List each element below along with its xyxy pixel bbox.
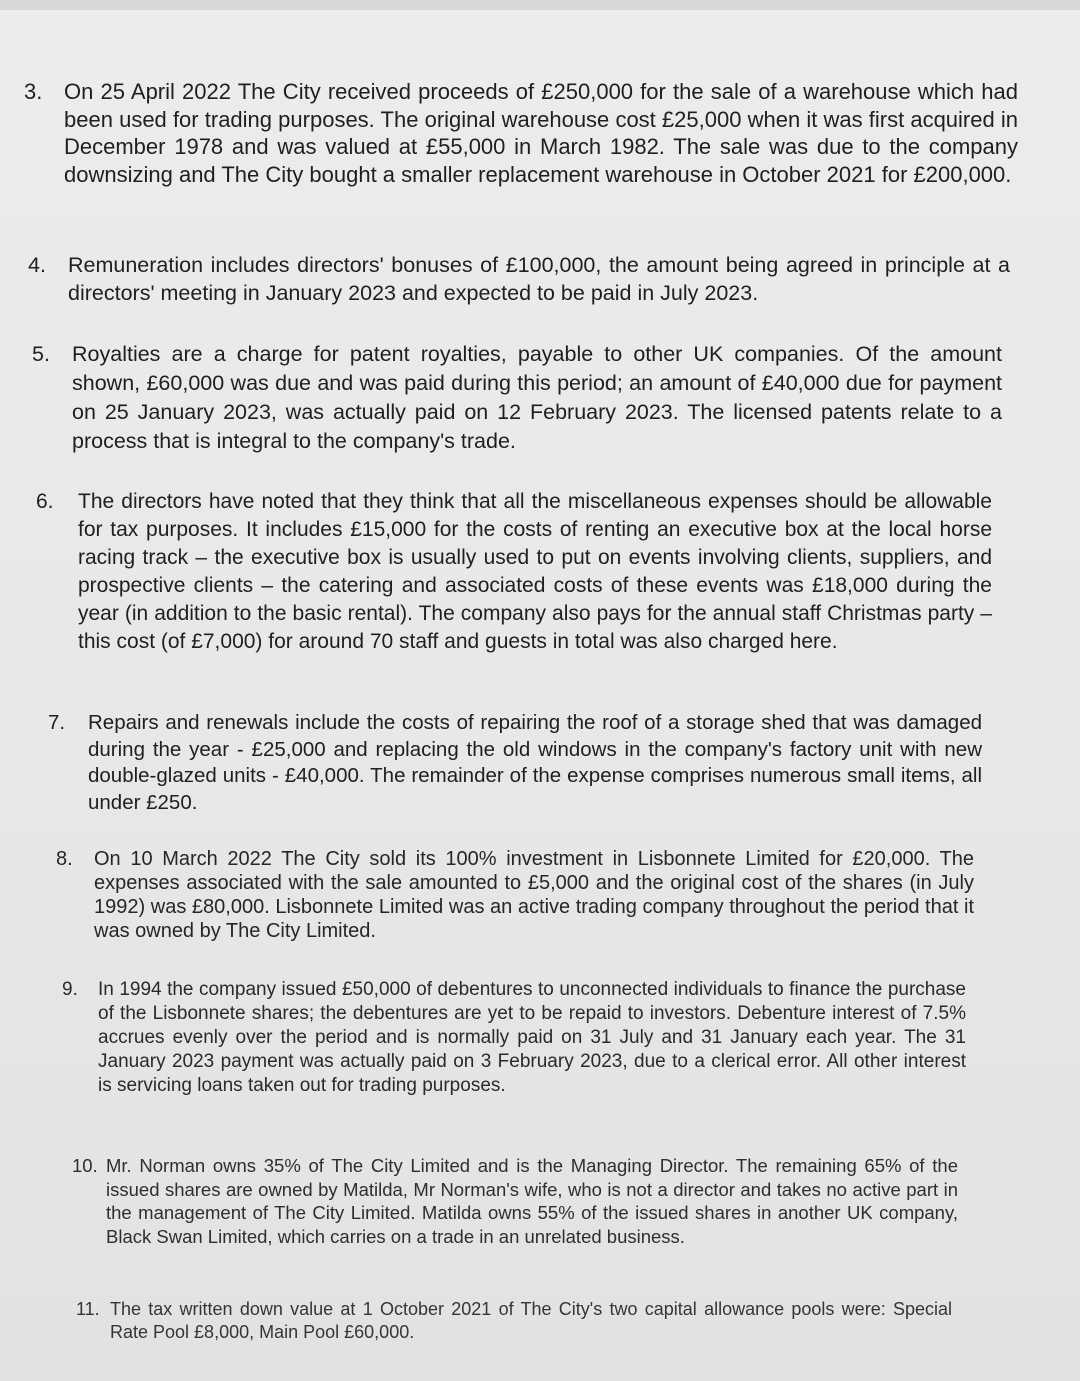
item-number: 3. [24, 79, 43, 104]
item-text: Royalties are a charge for patent royalties, payable to other UK companies. Of the amount shown, £60,000 was due and was paid during this period; an amount of £40,000 due for payment on 25 January 2023, was actually paid on 12 February 2023. The licensed patents relate to a process that is integral to the company's trade. [72, 342, 1002, 453]
item-text: The tax written down value at 1 October 2021 of The City's two capital allowance pools were: Special Rate Pool £8,000, Main Pool £60,000. [110, 1299, 952, 1342]
item-number: 5. [32, 342, 50, 366]
item-number: 8. [56, 848, 73, 870]
list-item-11 [76, 1298, 952, 1344]
item-text: Repairs and renewals include the costs of repairing the roof of a storage shed that was damaged during the year - £25,000 and replacing the old windows in the company's factory unit with new double-glazed units - £40,000. The remainder of the expense comprises numerous small items, all under £250. [88, 711, 982, 814]
item-text: Mr. Norman owns 35% of The City Limited and is the Managing Director. The remaining 65% of the issued shares are owned by Matilda, Mr Norman's wife, who is not a director and takes no active part in the management of The City Limited. Matilda owns 55% of the issued shares in another UK company, Black Swan Limited, which carries on a trade in an unrelated business. [106, 1155, 958, 1247]
list-item-7 [48, 710, 982, 816]
page-top-edge [0, 0, 1080, 10]
list-item-8 [56, 847, 974, 943]
item-number: 10. [72, 1155, 98, 1176]
item-text: In 1994 the company issued £50,000 of debentures to unconnected individuals to finance the purchase of the Lisbonnete shares; the debentures are yet to be repaid to investors. Debenture interest of 7.5% accrues evenly over the period and is normally paid on 31 July and 31 January each year. The 31 January 2023 payment was actually paid on 3 February 2023, due to a clerical error. All other interest is servicing loans taken out for trading purposes. [98, 979, 966, 1096]
item-number: 6. [36, 490, 54, 513]
item-number: 9. [62, 979, 78, 1000]
list-item-3 [24, 78, 1018, 188]
list-item-6 [36, 488, 992, 656]
list-item-4 [28, 252, 1010, 307]
item-number: 4. [28, 253, 46, 277]
item-text: On 25 April 2022 The City received proceeds of £250,000 for the sale of a warehouse which had been used for trading purposes. The original warehouse cost £25,000 when it was first acquired in December 1978 and was valued at £55,000 in March 1982. The sale was due to the company downsizing and The City bought a smaller replacement warehouse in October 2021 for £200,000. [64, 79, 1018, 187]
list-item-5 [32, 340, 1002, 456]
list-item-10 [72, 1154, 958, 1248]
list-item-9 [62, 978, 966, 1098]
item-text: Remuneration includes directors' bonuses of £100,000, the amount being agreed in principle at a directors' meeting in January 2023 and expected to be paid in July 2023. [68, 253, 1010, 305]
item-number: 11. [76, 1299, 100, 1319]
item-number: 7. [48, 711, 66, 734]
item-text: The directors have noted that they think that all the miscellaneous expenses should be allowable for tax purposes. It includes £15,000 for the costs of renting an executive box at the local horse racing track – the executive box is usually used to put on events involving clients, suppliers, and prospective clients – the catering and associated costs of these events was £18,000 during the year (in addition to the basic rental). The company also pays for the annual staff Christmas party – this cost (of £7,000) for around 70 staff and guests in total was also charged here. [78, 490, 992, 653]
item-text: On 10 March 2022 The City sold its 100% investment in Lisbonnete Limited for £20,000. The expenses associated with the sale amounted to £5,000 and the original cost of the shares (in July 1992) was £80,000. Lisbonnete Limited was an active trading company throughout the period that it was owned by The City Limited. [94, 848, 974, 942]
